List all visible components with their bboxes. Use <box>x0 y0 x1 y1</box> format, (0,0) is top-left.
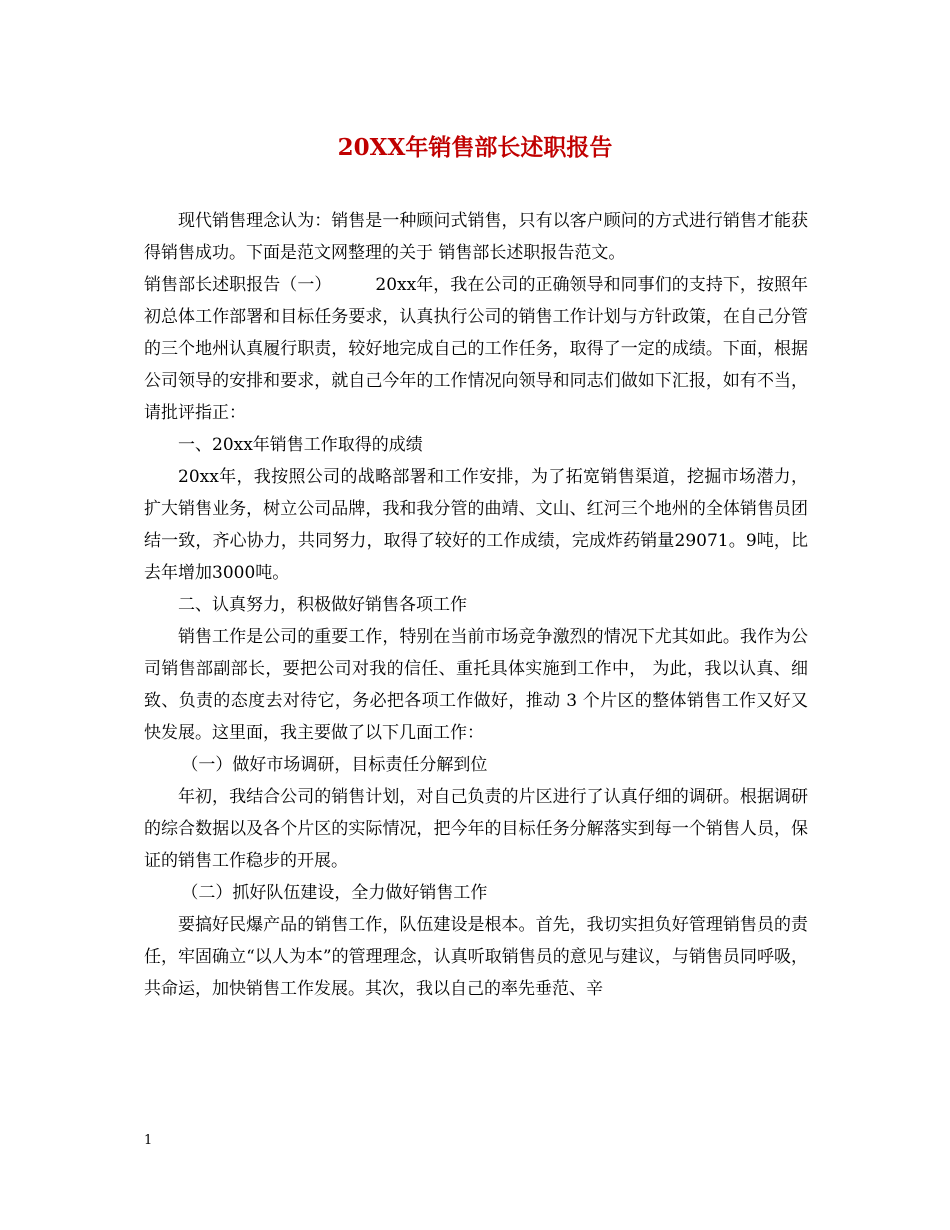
subheading-two: （二）抓好队伍建设，全力做好销售工作 <box>181 883 488 903</box>
achievement-paragraph: 20xx年，我按照公司的战略部署和工作安排，为了拓宽销售渠道，挖掘市场潜力，扩大销售业务，树立公司品牌，我和我分管的曲靖、文山、红河三个地州的全体销售员团结一致，齐心协力，共同努力，取得了较好的工作成绩，完成炸药销量29071。9吨，比去年增加3000吨。 <box>144 467 808 583</box>
report-one-paragraph <box>144 269 808 429</box>
market-research-paragraph: 年初，我结合公司的销售计划，对自己负责的片区进行了认真仔细的调研。根据调研的综合数据以及各个片区的实际情况，把今年的目标任务分解落实到每一个销售人员，保证的销售工作稳步的开展。 <box>144 787 808 871</box>
page-number: 1 <box>144 1133 153 1148</box>
document-title: 20XX年销售部长述职报告 <box>337 134 613 161</box>
heading-two: 二、认真努力，积极做好销售各项工作 <box>178 595 467 615</box>
team-building-paragraph: 要搞好民爆产品的销售工作，队伍建设是根本。首先，我切实担负好管理销售员的责任，牢固确立“以人为本”的管理理念，认真听取销售员的意见与建议，与销售员同呼吸，共命运，加快销售工作发展。其次，我以自己的率先垂范、辛 <box>144 915 808 999</box>
sales-work-paragraph: 销售工作是公司的重要工作，特别在当前市场竞争激烈的情况下尤其如此。我作为公司销售部副部长，要把公司对我的信任、重托具体实施到工作中， 为此，我以认真、细致、负责的态度去对待它，务必把各项工作做好，推动 3 个片区的整体销售工作又好又快发展。这里面，我主要做了以下几面工作： <box>144 627 808 743</box>
subheading-one: （一）做好市场调研，目标责任分解到位 <box>181 755 488 775</box>
document-body <box>144 205 808 1005</box>
report-one-text: 20xx年，我在公司的正确领导和同事们的支持下，按照年初总体工作部署和目标任务要求，认真执行公司的销售工作计划与方针政策，在自己分管的三个地州认真履行职责，较好地完成自己的工作任务，取得了一定的成绩。下面，根据公司领导的安排和要求，就自己今年的工作情况向领导和同志们做如下汇报，如有不当，请批评指正： <box>144 275 808 423</box>
heading-one: 一、20xx年销售工作取得的成绩 <box>178 435 423 455</box>
intro-paragraph: 现代销售理念认为：销售是一种顾问式销售，只有以客户顾问的方式进行销售才能获得销售成功。下面是范文网整理的关于 销售部长述职报告范文。 <box>144 211 808 263</box>
section-label: 销售部长述职报告（一） <box>144 275 332 295</box>
